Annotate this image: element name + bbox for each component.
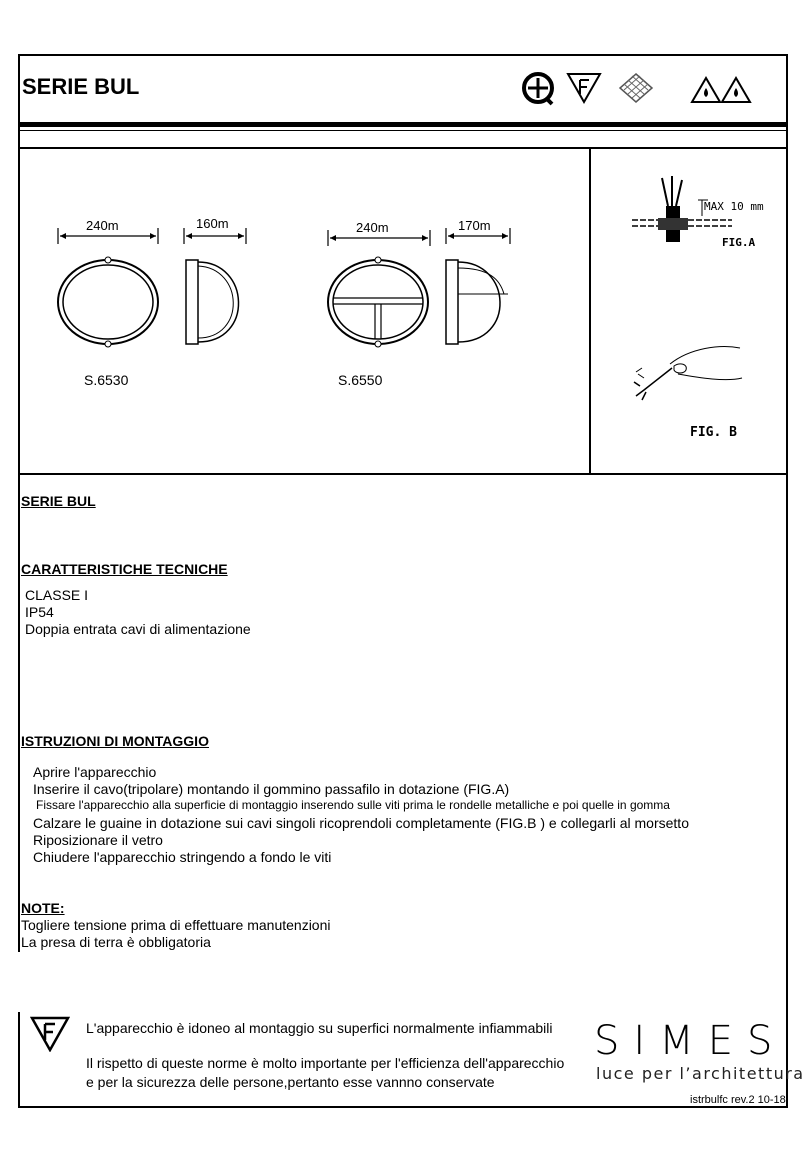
drawing-box-bottom <box>18 473 788 475</box>
footer-line-2: Il rispetto di queste norme è molto importante per l'efficienza dell'apparecchio <box>86 1055 565 1071</box>
f-flammable-surface-icon <box>568 74 600 102</box>
section-title: SERIE BUL <box>21 493 96 509</box>
note-item: Togliere tensione prima di effettuare manutenzioni <box>21 917 331 933</box>
brand-logo: SIMES <box>594 1018 787 1064</box>
header-rule <box>18 122 788 127</box>
product-b-side-view <box>446 228 510 344</box>
warning-triangle-icon <box>692 78 720 102</box>
instruction-item: Chiudere l'apparecchio stringendo a fondo le viti <box>33 849 332 865</box>
instruction-item: Inserire il cavo(tripolare) montando il gommino passafilo in dotazione (FIG.A) <box>33 781 510 797</box>
warning-triangle-icon <box>722 78 750 102</box>
product-b-width-label: 240m <box>356 220 389 235</box>
instruction-item: Fissare l'apparecchio alla superficie di montaggio inserendo sulle viti prima le rondelle metalliche e poi quelle in gomma <box>36 798 670 812</box>
notes-heading: NOTE: <box>21 900 65 916</box>
spec-item: CLASSE I <box>25 587 89 603</box>
fig-a-label: FIG.A <box>722 236 756 249</box>
spec-item: Doppia entrata cavi di alimentazione <box>25 621 251 637</box>
product-a-depth-label: 160m <box>196 216 229 231</box>
certification-icons <box>516 68 766 108</box>
fig-a-max-label: MAX 10 mm <box>704 200 764 213</box>
fig-b-label: FIG. B <box>690 425 737 440</box>
product-b-depth-label: 170m <box>458 218 491 233</box>
specs-heading: CARATTERISTICHE TECNICHE <box>21 561 228 577</box>
drawing-box-divider <box>589 147 591 475</box>
instruction-item: Aprire l'apparecchio <box>33 764 157 780</box>
bottom-rule <box>18 1106 788 1108</box>
revision-code: istrbulfc rev.2 10-18 <box>690 1094 786 1106</box>
left-edge-gap <box>18 952 20 1012</box>
product-b-front-view <box>328 230 430 347</box>
product-b-code: S.6550 <box>338 372 383 388</box>
spec-item: IP54 <box>25 604 54 620</box>
footer-line-3: e per la sicurezza delle persone,pertanto esse vannno conservate <box>86 1074 495 1090</box>
page-title: SERIE BUL <box>22 74 140 99</box>
drawing-box-top <box>18 147 788 149</box>
product-a-code: S.6530 <box>84 372 129 388</box>
product-a-side-view <box>184 228 246 344</box>
product-a-front-view <box>58 228 158 347</box>
instruction-item: Calzare le guaine in dotazione sui cavi singoli ricoprendoli completamente (FIG.B ) e collegarli al morsetto <box>33 815 689 831</box>
ip-grid-mark-icon <box>620 74 652 102</box>
specs-list <box>25 587 251 638</box>
header-rule-thin <box>18 130 788 131</box>
brand-tagline: luce per l’architettura <box>596 1064 805 1083</box>
product-a-width-label: 240m <box>86 218 119 233</box>
imq-mark-icon <box>524 74 552 104</box>
f-flammable-surface-icon <box>30 1016 70 1052</box>
fig-b-drawing <box>630 338 750 408</box>
note-item: La presa di terra è obbligatoria <box>21 934 211 950</box>
footer-line-1: L'apparecchio è idoneo al montaggio su superfici normalmente infiammabili <box>86 1020 553 1036</box>
instructions-heading: ISTRUZIONI DI MONTAGGIO <box>21 733 209 749</box>
instruction-item: Riposizionare il vetro <box>33 832 163 848</box>
